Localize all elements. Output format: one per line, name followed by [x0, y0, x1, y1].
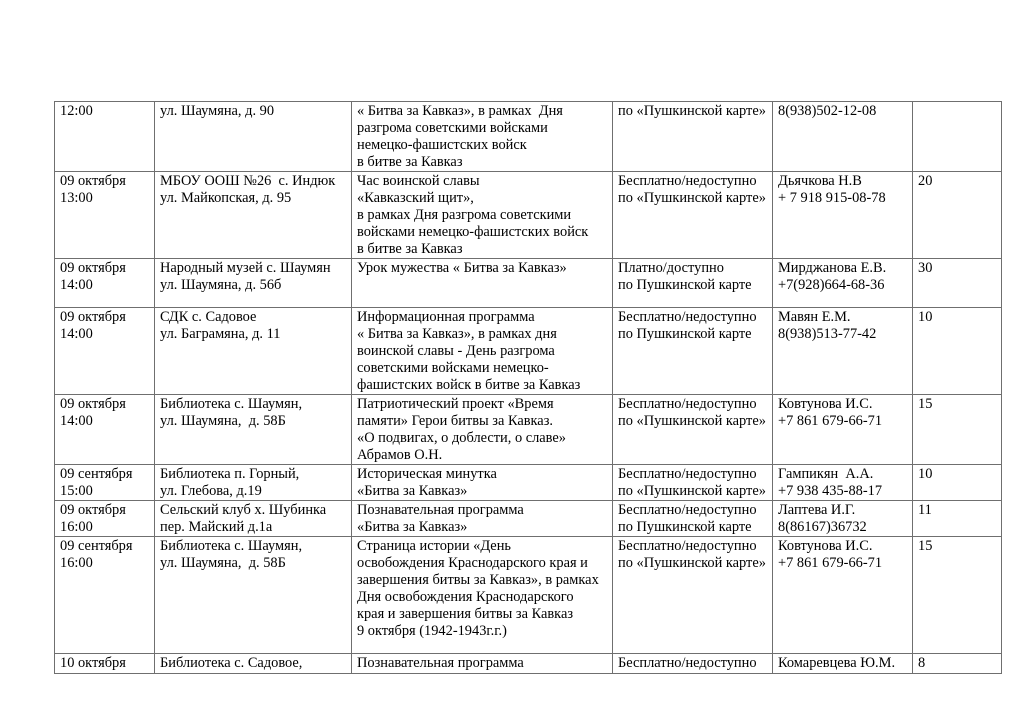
cell-text-line: Ковтунова И.С. — [778, 538, 873, 554]
cell-text-line: 09 сентября — [60, 466, 133, 482]
cell-contact — [773, 654, 913, 674]
cell-text-line: по «Пушкинской карте» — [618, 555, 766, 571]
cell-contact — [773, 537, 913, 654]
cell-text-line: 14:00 — [60, 326, 93, 342]
cell-text-line: Ковтунова И.С. — [778, 396, 873, 412]
cell-text-line: 8(938)502-12-08 — [778, 103, 877, 119]
cell-text-line: 15 — [918, 538, 933, 554]
cell-text-line: Бесплатно/недоступно — [618, 502, 757, 518]
cell-contact — [773, 102, 913, 172]
table-row — [55, 654, 1002, 674]
cell-text-line: Гампикян А.А. — [778, 466, 874, 482]
cell-text-line: « Битва за Кавказ», в рамках дня — [357, 326, 557, 342]
cell-text-line: 12:00 — [60, 103, 93, 119]
cell-text-line: пер. Майский д.1а — [160, 519, 273, 535]
cell-text-line: Библиотека с. Садовое, — [160, 655, 303, 671]
cell-text-line: разгрома советскими войсками — [357, 120, 548, 136]
cell-text-line: войсками немецко-фашистских войск — [357, 224, 589, 240]
cell-participants-count — [913, 172, 1002, 259]
cell-text-line: советскими войсками немецко- — [357, 360, 549, 376]
cell-text-line: ул. Глебова, д.19 — [160, 483, 262, 499]
cell-text-line: Бесплатно/недоступно — [618, 396, 757, 412]
cell-price-accessibility — [613, 172, 773, 259]
table-body — [55, 102, 1002, 674]
cell-text-line: Бесплатно/недоступно — [618, 655, 757, 671]
cell-price-accessibility — [613, 102, 773, 172]
cell-text-line: Познавательная программа — [357, 655, 524, 671]
events-schedule-table — [54, 101, 1002, 674]
cell-text-line: 8(938)513-77-42 — [778, 326, 877, 342]
cell-text-line: Час воинской славы — [357, 173, 480, 189]
cell-event-title — [352, 259, 613, 308]
cell-price-accessibility — [613, 501, 773, 537]
cell-price-accessibility — [613, 537, 773, 654]
cell-text-line: Библиотека с. Шаумян, — [160, 538, 303, 554]
cell-text-line: Бесплатно/недоступно — [618, 466, 757, 482]
cell-date-time — [55, 172, 155, 259]
table-row — [55, 465, 1002, 501]
cell-text-line: Урок мужества « Битва за Кавказ» — [357, 260, 567, 276]
cell-contact — [773, 465, 913, 501]
cell-venue — [155, 172, 352, 259]
cell-text-line: Библиотека п. Горный, — [160, 466, 300, 482]
cell-text-line: 14:00 — [60, 277, 93, 293]
cell-price-accessibility — [613, 259, 773, 308]
cell-text-line: Бесплатно/недоступно — [618, 173, 757, 189]
cell-text-line: в битве за Кавказ — [357, 241, 463, 257]
cell-text-line: 13:00 — [60, 190, 93, 206]
cell-text-line: Бесплатно/недоступно — [618, 309, 757, 325]
cell-price-accessibility — [613, 395, 773, 465]
cell-text-line: Библиотека с. Шаумян, — [160, 396, 303, 412]
cell-date-time — [55, 308, 155, 395]
cell-text-line: завершения битвы за Кавказ», в рамках — [357, 572, 599, 588]
table-row — [55, 102, 1002, 172]
cell-event-title — [352, 501, 613, 537]
cell-venue — [155, 654, 352, 674]
cell-text-line: 9 октября (1942-1943г.г.) — [357, 623, 507, 639]
cell-participants-count — [913, 395, 1002, 465]
cell-text-line: ул. Майкопская, д. 95 — [160, 190, 292, 206]
cell-text-line: по Пушкинской карте — [618, 326, 752, 342]
cell-text-line: по «Пушкинской карте» — [618, 190, 766, 206]
cell-text-line: +7 861 679-66-71 — [778, 413, 883, 429]
cell-text-line: 09 октября — [60, 173, 126, 189]
cell-text-line: Патриотический проект «Время — [357, 396, 554, 412]
cell-text-line: 10 — [918, 466, 933, 482]
cell-participants-count — [913, 537, 1002, 654]
cell-text-line: немецко-фашистских войск — [357, 137, 527, 153]
cell-text-line: края и завершения битвы за Кавказ — [357, 606, 574, 622]
cell-text-line: 14:00 — [60, 413, 93, 429]
cell-date-time — [55, 102, 155, 172]
cell-text-line: ул. Шаумяна, д. 58Б — [160, 413, 286, 429]
cell-venue — [155, 537, 352, 654]
cell-text-line: 09 октября — [60, 309, 126, 325]
cell-text-line: 30 — [918, 260, 933, 276]
cell-date-time — [55, 395, 155, 465]
cell-price-accessibility — [613, 308, 773, 395]
cell-event-title — [352, 537, 613, 654]
cell-text-line: по «Пушкинской карте» — [618, 103, 766, 119]
cell-text-line: МБОУ ООШ №26 с. Индюк — [160, 173, 336, 189]
cell-text-line: Познавательная программа — [357, 502, 524, 518]
cell-text-line: по Пушкинской карте — [618, 519, 752, 535]
table-row — [55, 308, 1002, 395]
cell-text-line: ул. Шаумяна, д. 58Б — [160, 555, 286, 571]
cell-text-line: 16:00 — [60, 555, 93, 571]
cell-text-line: в битве за Кавказ — [357, 154, 463, 170]
cell-event-title — [352, 102, 613, 172]
cell-text-line: Сельский клуб х. Шубинка — [160, 502, 327, 518]
cell-text-line: по «Пушкинской карте» — [618, 483, 766, 499]
cell-participants-count — [913, 654, 1002, 674]
cell-date-time — [55, 654, 155, 674]
cell-text-line: « Битва за Кавказ», в рамках Дня — [357, 103, 563, 119]
cell-text-line: 09 октября — [60, 260, 126, 276]
cell-text-line: Дьячкова Н.В — [778, 173, 862, 189]
cell-text-line: «Кавказский щит», — [357, 190, 474, 206]
cell-text-line: Комаревцева Ю.М. — [778, 655, 896, 671]
cell-text-line: +7 861 679-66-71 — [778, 555, 883, 571]
cell-text-line: 09 октября — [60, 502, 126, 518]
cell-text-line: Дня освобождения Краснодарского — [357, 589, 574, 605]
cell-text-line: Народный музей с. Шаумян — [160, 260, 331, 276]
cell-date-time — [55, 501, 155, 537]
cell-participants-count — [913, 102, 1002, 172]
cell-text-line: по Пушкинской карте — [618, 277, 752, 293]
cell-text-line: Лаптева И.Г. — [778, 502, 856, 518]
cell-price-accessibility — [613, 654, 773, 674]
cell-date-time — [55, 465, 155, 501]
cell-text-line: 20 — [918, 173, 933, 189]
cell-venue — [155, 102, 352, 172]
cell-venue — [155, 308, 352, 395]
cell-text-line: +7(928)664-68-36 — [778, 277, 885, 293]
cell-text-line: 15:00 — [60, 483, 93, 499]
cell-text-line: СДК с. Садовое — [160, 309, 257, 325]
cell-text-line: Мирджанова Е.В. — [778, 260, 887, 276]
cell-venue — [155, 395, 352, 465]
cell-text-line: 16:00 — [60, 519, 93, 535]
cell-text-line: Историческая минутка — [357, 466, 497, 482]
cell-venue — [155, 465, 352, 501]
cell-text-line: «Битва за Кавказ» — [357, 519, 468, 535]
cell-contact — [773, 501, 913, 537]
cell-participants-count — [913, 308, 1002, 395]
cell-event-title — [352, 172, 613, 259]
table-row — [55, 395, 1002, 465]
cell-text-line: освобождения Краснодарского края и — [357, 555, 588, 571]
cell-contact — [773, 308, 913, 395]
cell-date-time — [55, 537, 155, 654]
cell-text-line: ул. Шаумяна, д. 56б — [160, 277, 282, 293]
cell-text-line: по «Пушкинской карте» — [618, 413, 766, 429]
cell-contact — [773, 172, 913, 259]
cell-text-line: Бесплатно/недоступно — [618, 538, 757, 554]
table-row — [55, 172, 1002, 259]
cell-text-line: 10 октября — [60, 655, 126, 671]
cell-event-title — [352, 308, 613, 395]
cell-text-line: «О подвигах, о доблести, о славе» — [357, 430, 566, 446]
cell-text-line: воинской славы - День разгрома — [357, 343, 555, 359]
cell-participants-count — [913, 501, 1002, 537]
cell-text-line: 15 — [918, 396, 933, 412]
cell-text-line: Абрамов О.Н. — [357, 447, 443, 463]
cell-text-line: «Битва за Кавказ» — [357, 483, 468, 499]
cell-text-line: 8(86167)36732 — [778, 519, 867, 535]
cell-participants-count — [913, 465, 1002, 501]
cell-text-line: +7 938 435-88-17 — [778, 483, 883, 499]
cell-event-title — [352, 465, 613, 501]
table-row — [55, 537, 1002, 654]
cell-text-line: в рамках Дня разгрома советскими — [357, 207, 572, 223]
cell-text-line: Страница истории «День — [357, 538, 511, 554]
cell-text-line: фашистских войск в битве за Кавказ — [357, 377, 581, 393]
cell-event-title — [352, 654, 613, 674]
cell-text-line: Платно/доступно — [618, 260, 724, 276]
cell-text-line: ул. Баграмяна, д. 11 — [160, 326, 281, 342]
cell-text-line: ул. Шаумяна, д. 90 — [160, 103, 275, 119]
cell-text-line: 10 — [918, 309, 933, 325]
cell-venue — [155, 501, 352, 537]
cell-contact — [773, 395, 913, 465]
cell-text-line: + 7 918 915-08-78 — [778, 190, 886, 206]
cell-text-line: Мавян Е.М. — [778, 309, 851, 325]
cell-venue — [155, 259, 352, 308]
cell-text-line: 11 — [918, 502, 932, 518]
cell-participants-count — [913, 259, 1002, 308]
cell-text-line: 8 — [918, 655, 926, 671]
cell-contact — [773, 259, 913, 308]
cell-text-line: памяти» Герои битвы за Кавказ. — [357, 413, 553, 429]
cell-text-line: Информационная программа — [357, 309, 535, 325]
cell-text-line: 09 сентября — [60, 538, 133, 554]
cell-text-line: 09 октября — [60, 396, 126, 412]
cell-event-title — [352, 395, 613, 465]
table-row — [55, 501, 1002, 537]
cell-date-time — [55, 259, 155, 308]
table-row — [55, 259, 1002, 308]
cell-price-accessibility — [613, 465, 773, 501]
